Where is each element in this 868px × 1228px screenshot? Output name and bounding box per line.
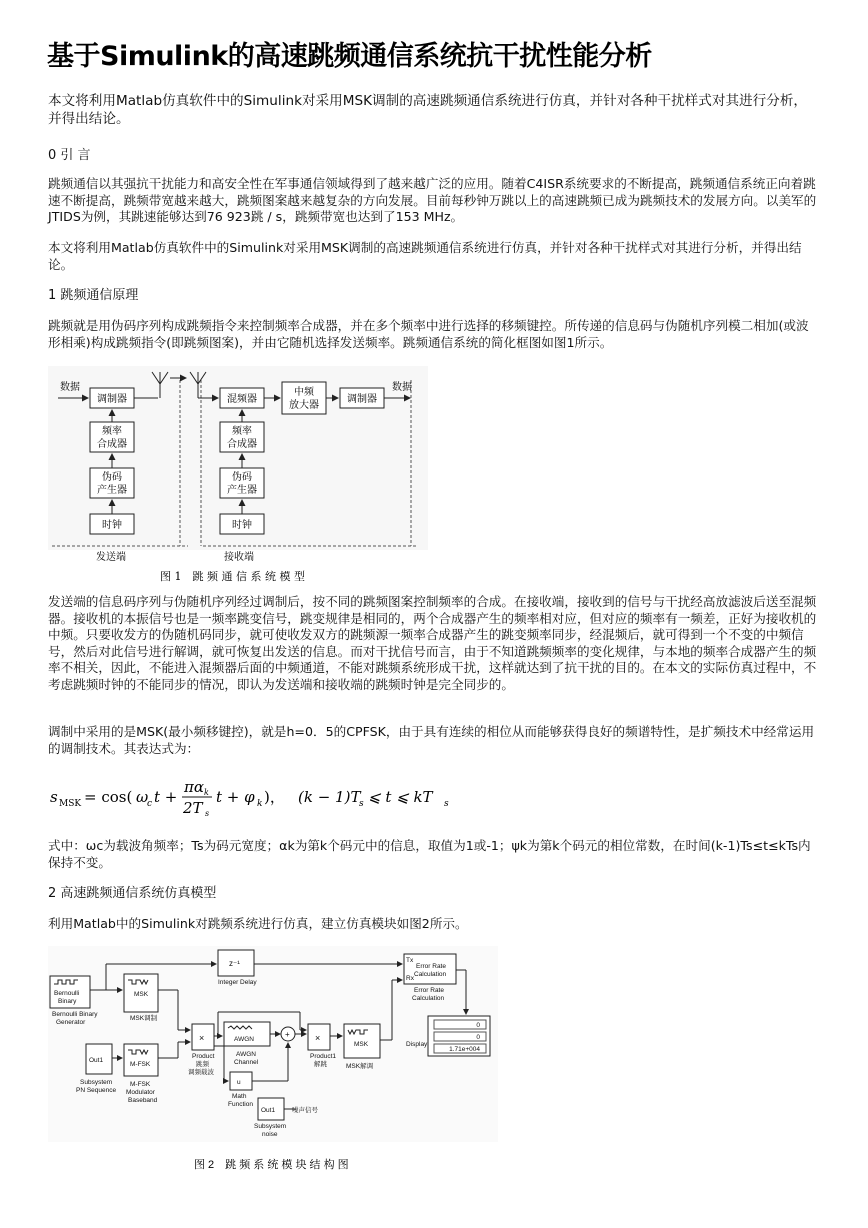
lead-paragraph: 本文将利用Matlab仿真软件中的Simulink对采用MSK调制的高速跳频通信系统进行仿真，并针对各种干扰样式对其进行分析，并得出结论。 [48, 93, 808, 127]
rx-if-line1: 中频 [294, 387, 314, 398]
msk-formula [48, 768, 468, 818]
formula-num-sub: k [204, 788, 209, 797]
rx-side-label: 接收端 [224, 552, 254, 563]
rx-synth-line1: 频率 [232, 426, 252, 437]
tx-pn-line2: 产生器 [97, 485, 127, 496]
paragraph-4: 发送端的信息码序列与伪随机序列经过调制后，按不同的跳频图案控制频率的合成。在接收端，接收到的信号与干扰经高放滤波后送至混频器。接收机的本振信号也是一频率跳变信号，跳变规律是相同的，两个合成器产生的频率相对应，但对应的频率有一频差，正好为接收机的中频。只要收发方的伪随机码同步，就可使收发双方的跳频源一频率合成器产生的跳变频率同步，经混频后，就可得到一个不变的中频信号，然后对此信号进行解调，就可恢复出发送的信息。而对干扰信号而言，由于不知道跳频频率的变化规律，与本地的频率合成器产生的频率不相关，因此，不能进入混频器后面的中频通道，不能对跳频系统形成干扰，这样就达到了抗干扰的目的。在本文的实际仿真过程中，不考虑跳频时钟的不能同步的情况，即认为发送端和接收端的跳频时钟是完全同步的。 [48, 594, 817, 692]
section-heading-1: 1 跳频通信原理 [48, 288, 139, 303]
formula-range: (k − 1)T [298, 788, 361, 806]
awgn-block: AWGN [234, 1036, 254, 1043]
tx-synth-line1: 频率 [102, 426, 122, 437]
formula-close: )， [264, 788, 285, 806]
formula-t-plus: t + [154, 788, 178, 806]
error-rate-tx-port: Tx [406, 957, 414, 964]
rx-clock-block: 时钟 [232, 520, 252, 531]
product-label-2: 跳频 [196, 1061, 209, 1068]
integer-delay-label: Integer Delay [218, 979, 257, 986]
page-title: 基于Simulink的高速跳频通信系统抗干扰性能分析 [47, 41, 652, 72]
formula-le-sub: s [444, 799, 449, 809]
mfsk-label-1: M-FSK [130, 1081, 151, 1088]
rx-pn-line1: 伪码 [232, 472, 252, 483]
display-label: Display [406, 1041, 428, 1048]
pn-subsystem-port: Out1 [89, 1057, 104, 1064]
formula-le: ⩽ t ⩽ kT [368, 788, 433, 806]
product-label-3: 调频载波 [188, 1069, 214, 1076]
pn-subsystem-label-2: PN Sequence [76, 1087, 117, 1094]
msk-rx-label: MSK解调 [346, 1063, 374, 1070]
section-heading-0: 0 引 言 [48, 148, 91, 163]
sum-block: + [285, 1030, 290, 1039]
awgn-label-1: AWGN [236, 1051, 256, 1058]
tx-synth-line2: 合成器 [97, 439, 127, 450]
math-function-block: u [237, 1079, 241, 1086]
error-rate-rx-port: Rx [406, 975, 414, 982]
formula-range-sub: s [359, 799, 364, 809]
paragraph-1: 跳频通信以其强抗干扰能力和高安全性在军事通信领域得到了越来越广泛的应用。随着C4ISR系统要求的不断提高，跳频通信系统正向着跳速不断提高，跳频带宽越来越大，跳频图案越来越复杂的方向发展。目前每秒钟万跳以上的高速跳频已成为跳频技术的发展方向。以美军的JTIDS为例，其跳速能够达到76 923跳 / s，跳频带宽也达到了153 MHz。 [48, 176, 817, 224]
section-heading-2: 2 高速跳频通信系统仿真模型 [48, 886, 217, 901]
tx-side-label: 发送端 [96, 552, 126, 563]
msk-rx-block: MSK [354, 1041, 369, 1048]
formula-omega: ω [136, 788, 149, 806]
figure-1-block-diagram [48, 366, 428, 586]
formula-s-sub: MSK [59, 799, 82, 809]
rx-data-label: 数据 [392, 382, 412, 393]
error-rate-block-2: Calculation [414, 971, 447, 978]
awgn-label-2: Channel [234, 1059, 259, 1066]
integer-delay-block: z⁻¹ [229, 959, 240, 968]
mfsk-label-2: Modulator [126, 1089, 155, 1096]
formula-num: πα [184, 778, 204, 796]
display-value-1: 0 [476, 1022, 480, 1029]
figure-2-caption: 图 2 跳 频 系 统 模 块 结 构 图 [194, 1159, 349, 1171]
mfsk-block: M-FSK [130, 1061, 151, 1068]
noise-cn-label: 噪声信号 [292, 1107, 318, 1114]
msk-tx-block: MSK [134, 991, 149, 998]
product1-label-1: Product1 [310, 1053, 337, 1060]
bernoulli-block-text: Bernoulli [54, 990, 80, 997]
product-block: × [199, 1033, 205, 1043]
bernoulli-block-text2: Binary [58, 998, 77, 1005]
rx-synth-line2: 合成器 [227, 439, 257, 450]
error-rate-label-1: Error Rate [414, 987, 444, 994]
tx-pn-line1: 伪码 [102, 472, 122, 483]
math-function-label-1: Math [232, 1093, 247, 1100]
figure-1-caption: 图 1 跳 频 通 信 系 统 模 型 [160, 570, 305, 583]
tx-modulator-block: 调制器 [97, 394, 127, 405]
noise-subsystem-label-1: Subsystem [254, 1123, 287, 1130]
formula-omega-sub: c [147, 799, 153, 809]
mfsk-label-3: Baseband [128, 1097, 158, 1104]
formula-s: s [50, 788, 58, 806]
bernoulli-label-1: Bernoulli Binary [52, 1011, 98, 1018]
rx-pn-line2: 产生器 [227, 485, 257, 496]
product1-label-2: 解跳 [314, 1061, 327, 1068]
noise-subsystem-port: Out1 [261, 1107, 276, 1114]
tx-data-label: 数据 [60, 382, 80, 393]
product1-block: × [315, 1033, 321, 1043]
bernoulli-label-2: Generator [56, 1019, 86, 1026]
paragraph-7: 利用Matlab中的Simulink对跳频系统进行仿真，建立仿真模块如图2所示。 [48, 916, 468, 931]
formula-phi-sub: k [257, 799, 263, 809]
figure-2-simulink-model [48, 946, 498, 1178]
rx-demodulator-block: 调制器 [347, 394, 377, 405]
formula-t-plus-phi: t + φ [216, 788, 255, 806]
math-function-label-2: Function [228, 1101, 253, 1108]
paragraph-5: 调制中采用的是MSK(最小频移键控)，就是h=0．5的CPFSK，由于具有连续的相位从而能够获得良好的频谱特性，是扩频技术中经常运用的调制技术。其表达式为： [48, 724, 815, 756]
paragraph-3: 跳频就是用伪码序列构成跳频指令来控制频率合成器，并在多个频率中进行选择的移频键控。所传递的信息码与伪随机序列模二相加(或波形相乘)构成跳频指令(即跳频图案)，并由它随机选择发送频率。跳频通信系统的简化框图如图1所示。 [48, 318, 809, 350]
rx-mixer-block: 混频器 [227, 394, 257, 405]
noise-subsystem-label-2: noise [262, 1131, 278, 1138]
formula-den: 2T [183, 799, 203, 817]
pn-subsystem-label-1: Subsystem [80, 1079, 113, 1086]
error-rate-block-1: Error Rate [416, 963, 446, 970]
formula-den-sub: s [205, 809, 210, 818]
paragraph-6: 式中：ωc为载波角频率；Ts为码元宽度；αk为第k个码元中的信息，取值为1或-1；ψk为第k个码元的相位常数，在时间(k-1)Ts≤t≤kTs内保持不变。 [48, 838, 811, 870]
display-value-3: 1.71e+004 [449, 1046, 480, 1053]
display-value-2: 0 [476, 1034, 480, 1041]
msk-tx-label: MSK调制 [130, 1015, 158, 1022]
tx-clock-block: 时钟 [102, 520, 122, 531]
rx-if-line2: 放大器 [289, 400, 319, 411]
paragraph-2: 本文将利用Matlab仿真软件中的Simulink对采用MSK调制的高速跳频通信系统进行仿真，并针对各种干扰样式对其进行分析，并得出结论。 [48, 240, 802, 272]
product-label-1: Product [192, 1053, 215, 1060]
formula-eq: = cos( [84, 788, 133, 806]
error-rate-label-2: Calculation [412, 995, 445, 1002]
